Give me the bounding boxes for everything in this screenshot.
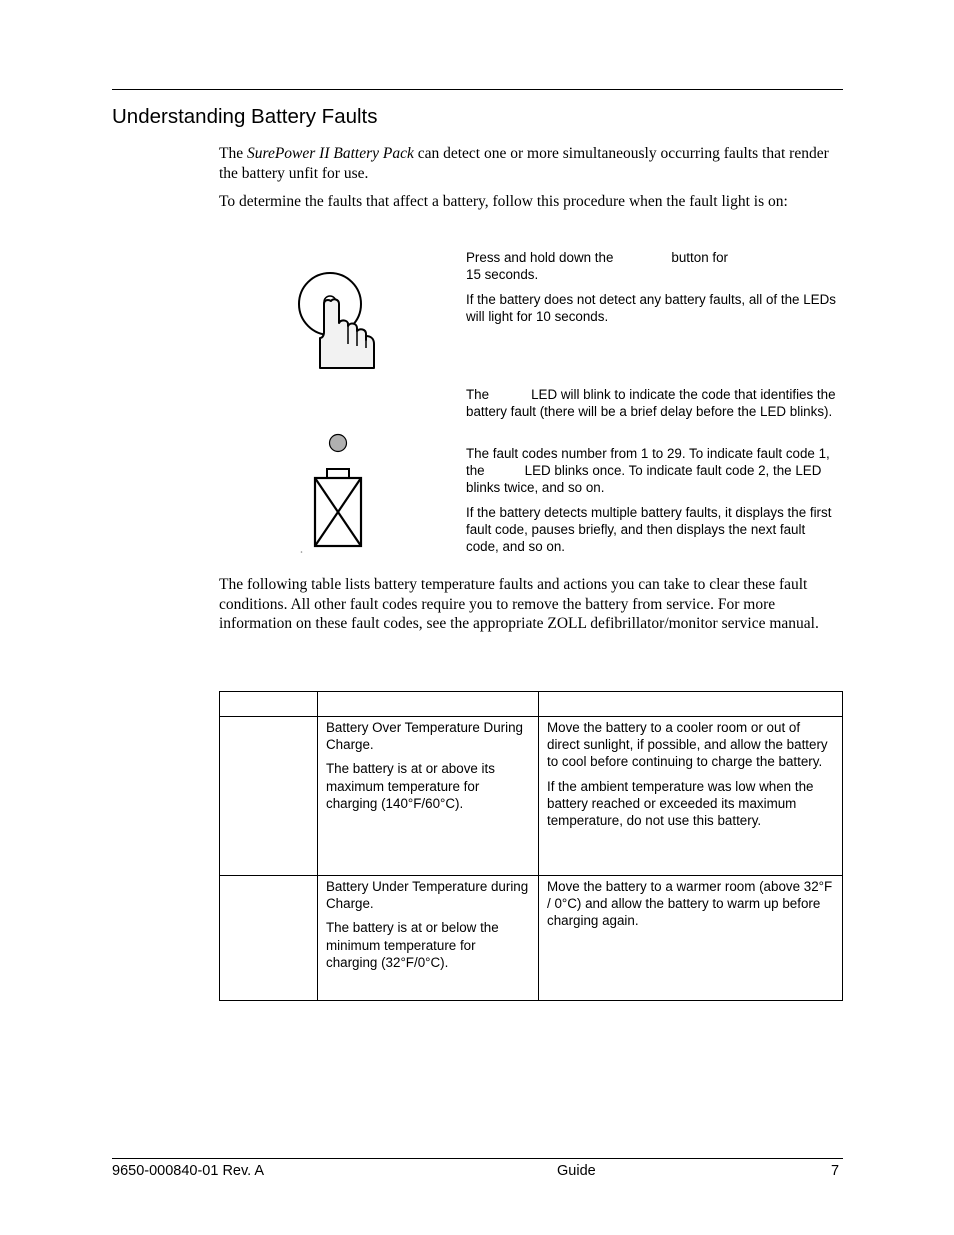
temperature-faults-table <box>219 691 843 1001</box>
step-1-instruction <box>466 249 836 283</box>
step-2-text: LED blinks once. To indicate fault code 2, the LED blinks twice, and so on. <box>466 463 822 496</box>
finger-pressing-button-icon <box>290 252 385 374</box>
fault-code <box>220 876 317 878</box>
footer-rule <box>112 1158 843 1159</box>
fault-description-cell <box>318 717 539 876</box>
fault-title: Battery Over Temperature During Charge. <box>326 720 523 753</box>
step-1-text: Press and hold down the <box>466 250 614 265</box>
fault-action-cell <box>539 717 843 876</box>
fault-action-1: Move the battery to a cooler room or out of direct sunlight, if possible, and allow the battery to cool before continuing to charge the battery. <box>547 720 828 770</box>
fault-description-cell <box>318 876 539 1001</box>
step-1-detail: If the battery does not detect any battery faults, all of the LEDs will light for 10 seconds. <box>466 292 836 325</box>
fault-code-cell <box>220 717 318 876</box>
header-rule <box>112 89 843 90</box>
footer-title: Guide <box>557 1163 596 1179</box>
footer-doc-number: 9650-000840-01 Rev. A <box>112 1163 265 1179</box>
step-2-text: LED will blink to indicate the code that identifies the battery fault (there will be a brief delay before the LED blinks). <box>466 387 836 420</box>
fault-code-cell <box>220 876 318 1001</box>
step-1-text: button for <box>671 250 728 265</box>
battery-fault-led-icon <box>300 428 370 556</box>
table-header-row <box>220 692 843 717</box>
intro-text: can detect one or more simultaneously occurring faults that render the battery unfit for use. <box>219 145 829 182</box>
fault-code <box>220 717 317 719</box>
fault-detail: The battery is at or below the minimum temperature for charging (32°F/0°C). <box>326 920 499 970</box>
table-row <box>220 876 843 1001</box>
fault-title: Battery Under Temperature during Charge. <box>326 879 529 912</box>
intro-text: The <box>219 145 247 162</box>
fault-action-1: Move the battery to a warmer room (above 32°F / 0°C) and allow the battery to warm up before charging again. <box>547 879 833 929</box>
fault-action-cell <box>539 876 843 1001</box>
step-2-paragraph-1 <box>466 386 836 420</box>
step-2-text: The fault codes number from 1 to 29. To indicate fault code 1, the <box>466 446 830 479</box>
footer-page-number: 7 <box>831 1163 840 1179</box>
step-2-paragraph-3: If the battery detects multiple battery faults, it displays the first fault code, pauses briefly, and then displays the next fault code, and so on. <box>466 505 832 555</box>
table-header-fault-code <box>220 692 318 717</box>
section-heading: Understanding Battery Faults <box>112 105 378 128</box>
fault-action-2: If the ambient temperature was low when the battery reached or exceeded its maximum temperature, do not use this battery. <box>547 778 814 829</box>
table-row <box>220 717 843 876</box>
intro-paragraph-2: To determine the faults that affect a battery, follow this procedure when the fault light is on: <box>219 193 788 210</box>
fault-detail: The battery is at or above its maximum temperature for charging (140°F/60°C). <box>326 761 495 811</box>
step-2-text: The <box>466 387 490 402</box>
step-1-text: 15 seconds. <box>466 267 539 283</box>
product-name: SurePower II Battery Pack <box>246 145 414 162</box>
table-header-action <box>539 692 843 717</box>
intro-paragraph-1 <box>219 144 843 183</box>
step-2-paragraph-2 <box>466 445 836 497</box>
table-intro-paragraph: The following table lists battery temperature faults and actions you can take to clear these fault conditions. All other fault codes require you to remove the battery from service. For more information on these fault codes, see the appropriate ZOLL defibrillator/monitor service manual. <box>219 576 819 632</box>
table-header-description <box>318 692 539 717</box>
